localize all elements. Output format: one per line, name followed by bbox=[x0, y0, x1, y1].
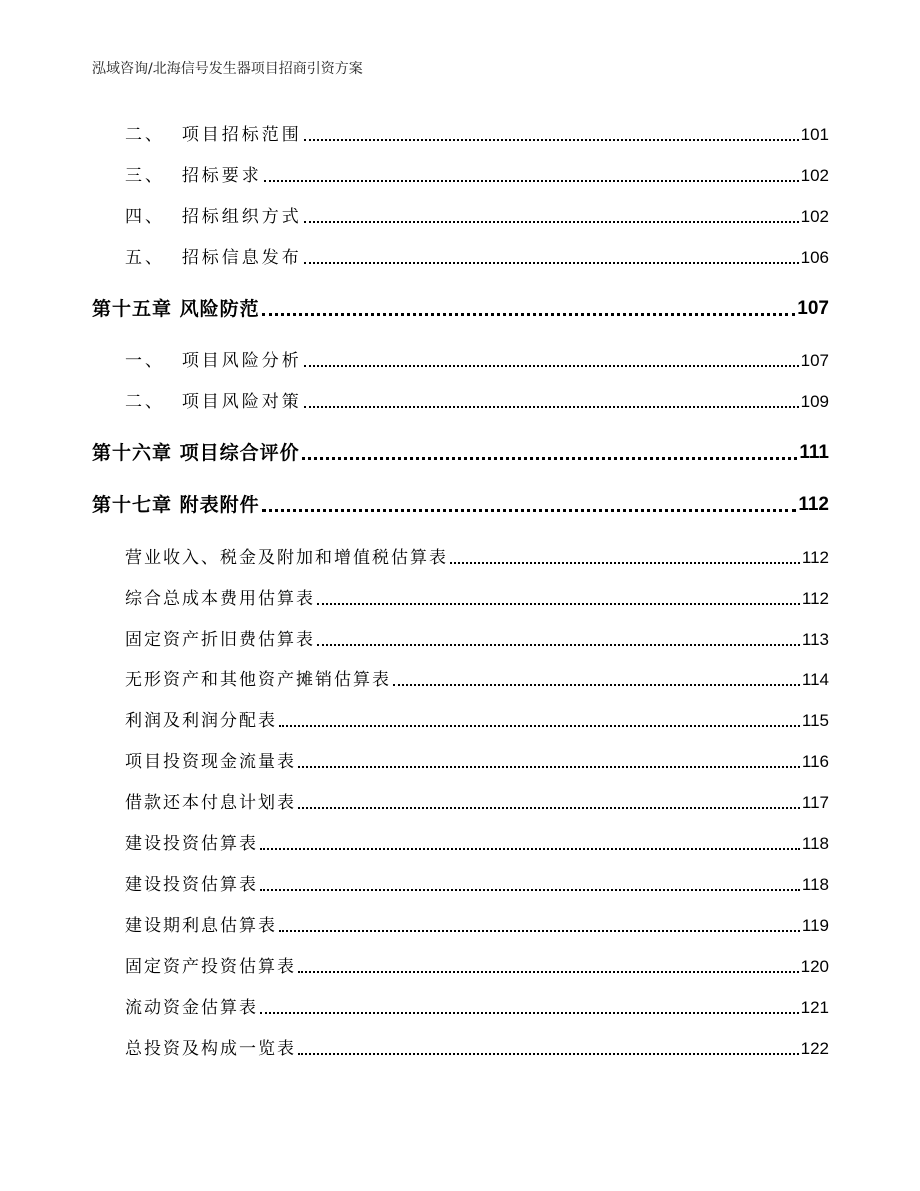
toc-entry-table[interactable] bbox=[125, 669, 829, 691]
toc-entry-section[interactable] bbox=[125, 206, 829, 228]
toc-entry-text: 建设投资估算表 bbox=[125, 834, 258, 854]
toc-entry-page: 107 bbox=[800, 351, 829, 370]
toc-entry-label bbox=[125, 165, 262, 187]
toc-entry-number: 五、 bbox=[125, 248, 165, 268]
toc-entry-text: 总投资及构成一览表 bbox=[125, 1039, 296, 1059]
toc-entry-text: 项目风险分析 bbox=[181, 351, 302, 371]
toc-entry-section[interactable] bbox=[125, 165, 829, 187]
toc-entry-table[interactable] bbox=[125, 1038, 829, 1060]
toc-entry-page: 122 bbox=[800, 1039, 829, 1058]
toc-entry-table[interactable] bbox=[125, 874, 829, 896]
toc-entry-text: 建设期利息估算表 bbox=[125, 916, 277, 936]
toc-entry-number: 二、 bbox=[125, 392, 165, 412]
toc-entry-text: 借款还本付息计划表 bbox=[125, 793, 296, 813]
toc-entry-table[interactable] bbox=[125, 588, 829, 610]
toc-entry-text: 综合总成本费用估算表 bbox=[125, 589, 315, 609]
toc-entry-page: 121 bbox=[800, 998, 829, 1017]
toc-entry-page: 102 bbox=[800, 207, 829, 226]
toc-entry-page: 109 bbox=[800, 392, 829, 411]
toc-entry-section[interactable] bbox=[125, 391, 829, 413]
toc-entry-label bbox=[125, 350, 302, 372]
dot-leader bbox=[260, 848, 800, 850]
toc-entry-section[interactable] bbox=[125, 247, 829, 269]
dot-leader bbox=[317, 603, 800, 605]
dot-leader bbox=[304, 262, 799, 264]
toc-entry-page: 107 bbox=[797, 298, 829, 319]
toc-entry-text: 招标组织方式 bbox=[181, 207, 302, 227]
toc-entry-page: 115 bbox=[801, 711, 829, 730]
dot-leader bbox=[302, 457, 798, 460]
toc-entry-label bbox=[125, 206, 302, 228]
toc-entry-table[interactable] bbox=[125, 792, 829, 814]
dot-leader bbox=[298, 971, 799, 973]
toc-entry-text: 项目投资现金流量表 bbox=[125, 752, 296, 772]
dot-leader bbox=[304, 406, 799, 408]
dot-leader bbox=[450, 562, 800, 564]
toc-entry-page: 119 bbox=[801, 916, 829, 935]
toc-entry-text: 招标要求 bbox=[181, 166, 262, 186]
toc-entry-section[interactable] bbox=[125, 124, 829, 146]
dot-leader bbox=[279, 930, 800, 932]
page-header: 泓域咨询/北海信号发生器项目招商引资方案 bbox=[92, 61, 363, 77]
dot-leader bbox=[298, 1053, 799, 1055]
toc-entry-text: 营业收入、税金及附加和增值税估算表 bbox=[125, 548, 448, 568]
toc-entry-page: 101 bbox=[800, 125, 829, 144]
toc-entry-page: 111 bbox=[799, 442, 829, 463]
toc-entry-number: 一、 bbox=[125, 351, 165, 371]
toc-entry-page: 120 bbox=[800, 957, 829, 976]
toc-entry-page: 112 bbox=[801, 589, 829, 608]
toc-entry-page: 112 bbox=[801, 548, 829, 567]
toc-entry-text: 建设投资估算表 bbox=[125, 875, 258, 895]
toc-entry-table[interactable] bbox=[125, 710, 829, 732]
toc-entry-chapter[interactable] bbox=[92, 493, 829, 517]
toc-entry-table[interactable] bbox=[125, 915, 829, 937]
toc-entry-label bbox=[125, 124, 302, 146]
toc-chapter-title: 第十五章 风险防范 bbox=[92, 298, 260, 320]
dot-leader bbox=[304, 365, 799, 367]
toc-entry-page: 118 bbox=[801, 875, 829, 894]
toc-entry-number: 二、 bbox=[125, 125, 165, 145]
toc-entry-label bbox=[125, 247, 302, 269]
toc-entry-text: 项目风险对策 bbox=[181, 392, 302, 412]
toc-entry-number: 四、 bbox=[125, 207, 165, 227]
toc-entry-table[interactable] bbox=[125, 629, 829, 651]
toc-entry-text: 固定资产投资估算表 bbox=[125, 957, 296, 977]
dot-leader bbox=[298, 766, 800, 768]
dot-leader bbox=[264, 180, 799, 182]
dot-leader bbox=[298, 807, 800, 809]
toc-entry-text: 无形资产和其他资产摊销估算表 bbox=[125, 670, 391, 690]
toc-entry-section[interactable] bbox=[125, 350, 829, 372]
dot-leader bbox=[262, 509, 797, 512]
dot-leader bbox=[260, 1012, 799, 1014]
toc-entry-table[interactable] bbox=[125, 751, 829, 773]
toc-entry-page: 113 bbox=[801, 630, 829, 649]
toc-entry-page: 106 bbox=[800, 248, 829, 267]
toc-entry-text: 流动资金估算表 bbox=[125, 998, 258, 1018]
toc-entry-page: 114 bbox=[801, 670, 829, 689]
toc-entry-page: 112 bbox=[798, 494, 829, 515]
dot-leader bbox=[317, 644, 800, 646]
toc-entry-page: 102 bbox=[800, 166, 829, 185]
toc-entry-page: 117 bbox=[801, 793, 829, 812]
toc-entry-label bbox=[125, 391, 302, 413]
toc-entry-chapter[interactable] bbox=[92, 297, 829, 321]
toc-entry-text: 固定资产折旧费估算表 bbox=[125, 630, 315, 650]
toc-entry-text: 招标信息发布 bbox=[181, 248, 302, 268]
dot-leader bbox=[393, 684, 800, 686]
toc-entry-text: 项目招标范围 bbox=[181, 125, 302, 145]
toc-entry-table[interactable] bbox=[125, 956, 829, 978]
toc-entry-number: 三、 bbox=[125, 166, 165, 186]
dot-leader bbox=[304, 221, 799, 223]
toc-chapter-title: 第十六章 项目综合评价 bbox=[92, 442, 300, 464]
toc-entry-page: 116 bbox=[801, 752, 829, 771]
toc-chapter-title: 第十七章 附表附件 bbox=[92, 494, 260, 516]
dot-leader bbox=[262, 313, 796, 316]
toc-entry-text: 利润及利润分配表 bbox=[125, 711, 277, 731]
dot-leader bbox=[260, 889, 800, 891]
toc-entry-page: 118 bbox=[801, 834, 829, 853]
toc-entry-chapter[interactable] bbox=[92, 441, 829, 465]
toc-entry-table[interactable] bbox=[125, 997, 829, 1019]
dot-leader bbox=[304, 139, 799, 141]
dot-leader bbox=[279, 725, 800, 727]
toc-entry-table[interactable] bbox=[125, 833, 829, 855]
toc-entry-table[interactable] bbox=[125, 547, 829, 569]
